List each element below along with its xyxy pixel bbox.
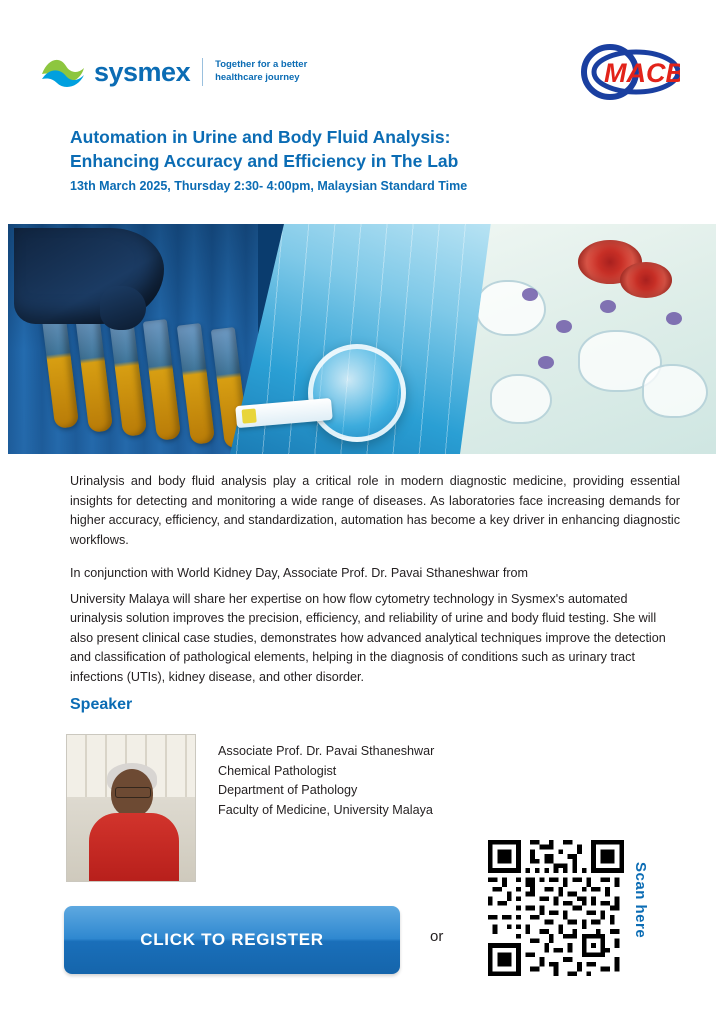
speaker-name: Associate Prof. Dr. Pavai Sthaneshwar — [218, 744, 435, 758]
speaker-role: Chemical Pathologist — [218, 763, 337, 778]
click-to-register-button[interactable]: CLICK TO REGISTER — [64, 906, 400, 974]
description-paragraph-2: In conjunction with World Kidney Day, Associate Prof. Dr. Pavai Sthaneshwar from — [70, 566, 529, 581]
platelet — [538, 356, 554, 369]
platelet — [600, 300, 616, 313]
magnifier-lens — [308, 344, 406, 442]
scan-here-label: Scan here — [632, 862, 649, 939]
speaker-department: Department of Pathology — [218, 783, 358, 798]
red-blood-cell — [620, 262, 672, 298]
hero-panel-cells — [460, 224, 716, 454]
sysmex-tagline-line1: Together for a better — [215, 59, 308, 71]
macb-logo — [576, 44, 680, 100]
page-title-line2: Enhancing Accuracy and Efficiency in The Lab — [70, 150, 459, 171]
epithelial-cell — [476, 280, 546, 336]
or-label: or — [430, 928, 444, 945]
event-datetime: 13th March 2025, Thursday 2:30- 4:00pm, Malaysian Standard Time — [70, 179, 468, 194]
page-title-line1: Automation in Urine and Body Fluid Analysis: — [70, 127, 451, 147]
platelet — [556, 320, 572, 333]
description-section — [70, 472, 680, 701]
logo-divider — [202, 58, 203, 86]
speaker-photo — [66, 734, 196, 882]
platelet — [522, 288, 538, 301]
sysmex-wordmark: sysmex — [94, 56, 191, 87]
description-paragraph-1: Urinalysis and body fluid analysis play a critical role in modern diagnostic medicine, providing essential insights for detecting and monitoring a wide range of diseases. As laboratories face increasing demands for higher accuracy, efficiency, and standardization, automation has become a key driver in enhancing diagnostic workflows. — [70, 474, 680, 547]
photo-torso — [89, 813, 179, 882]
gloved-hand — [14, 228, 164, 324]
hero-panel-urine-tubes — [8, 224, 258, 454]
speaker-details — [218, 742, 434, 820]
title-block — [70, 126, 670, 193]
sysmex-mark-icon — [40, 52, 86, 92]
sysmex-logo — [40, 52, 307, 92]
speaker-institution: Faculty of Medicine, University Malaya — [218, 802, 433, 817]
sysmex-tagline-line2: healthcare journey — [215, 72, 300, 83]
page-header — [0, 0, 724, 118]
hero-banner-image — [8, 224, 716, 454]
platelet — [666, 312, 682, 325]
photo-glasses — [115, 787, 151, 798]
slide-label — [242, 408, 257, 423]
registration-qr-code[interactable] — [488, 840, 624, 976]
epithelial-cell — [642, 364, 708, 418]
description-paragraph-3: University Malaya will share her expertise on how flow cytometry technology in Sysmex's automated urinalysis solution improves the precision, efficiency, and reliability of urine and body fluid testing. She will also present clinical case studies, demonstrates how advanced analytical techniques improve the detection and classification of pathological elements, helping in the diagnosis of conditions such as urinary tract infections (UTIs), kidney disease, and other disorder. — [70, 591, 666, 684]
epithelial-cell — [490, 374, 552, 424]
speaker-section-heading: Speaker — [70, 696, 133, 713]
sysmex-tagline — [215, 59, 307, 85]
svg-text:MACB: MACB — [604, 58, 680, 88]
